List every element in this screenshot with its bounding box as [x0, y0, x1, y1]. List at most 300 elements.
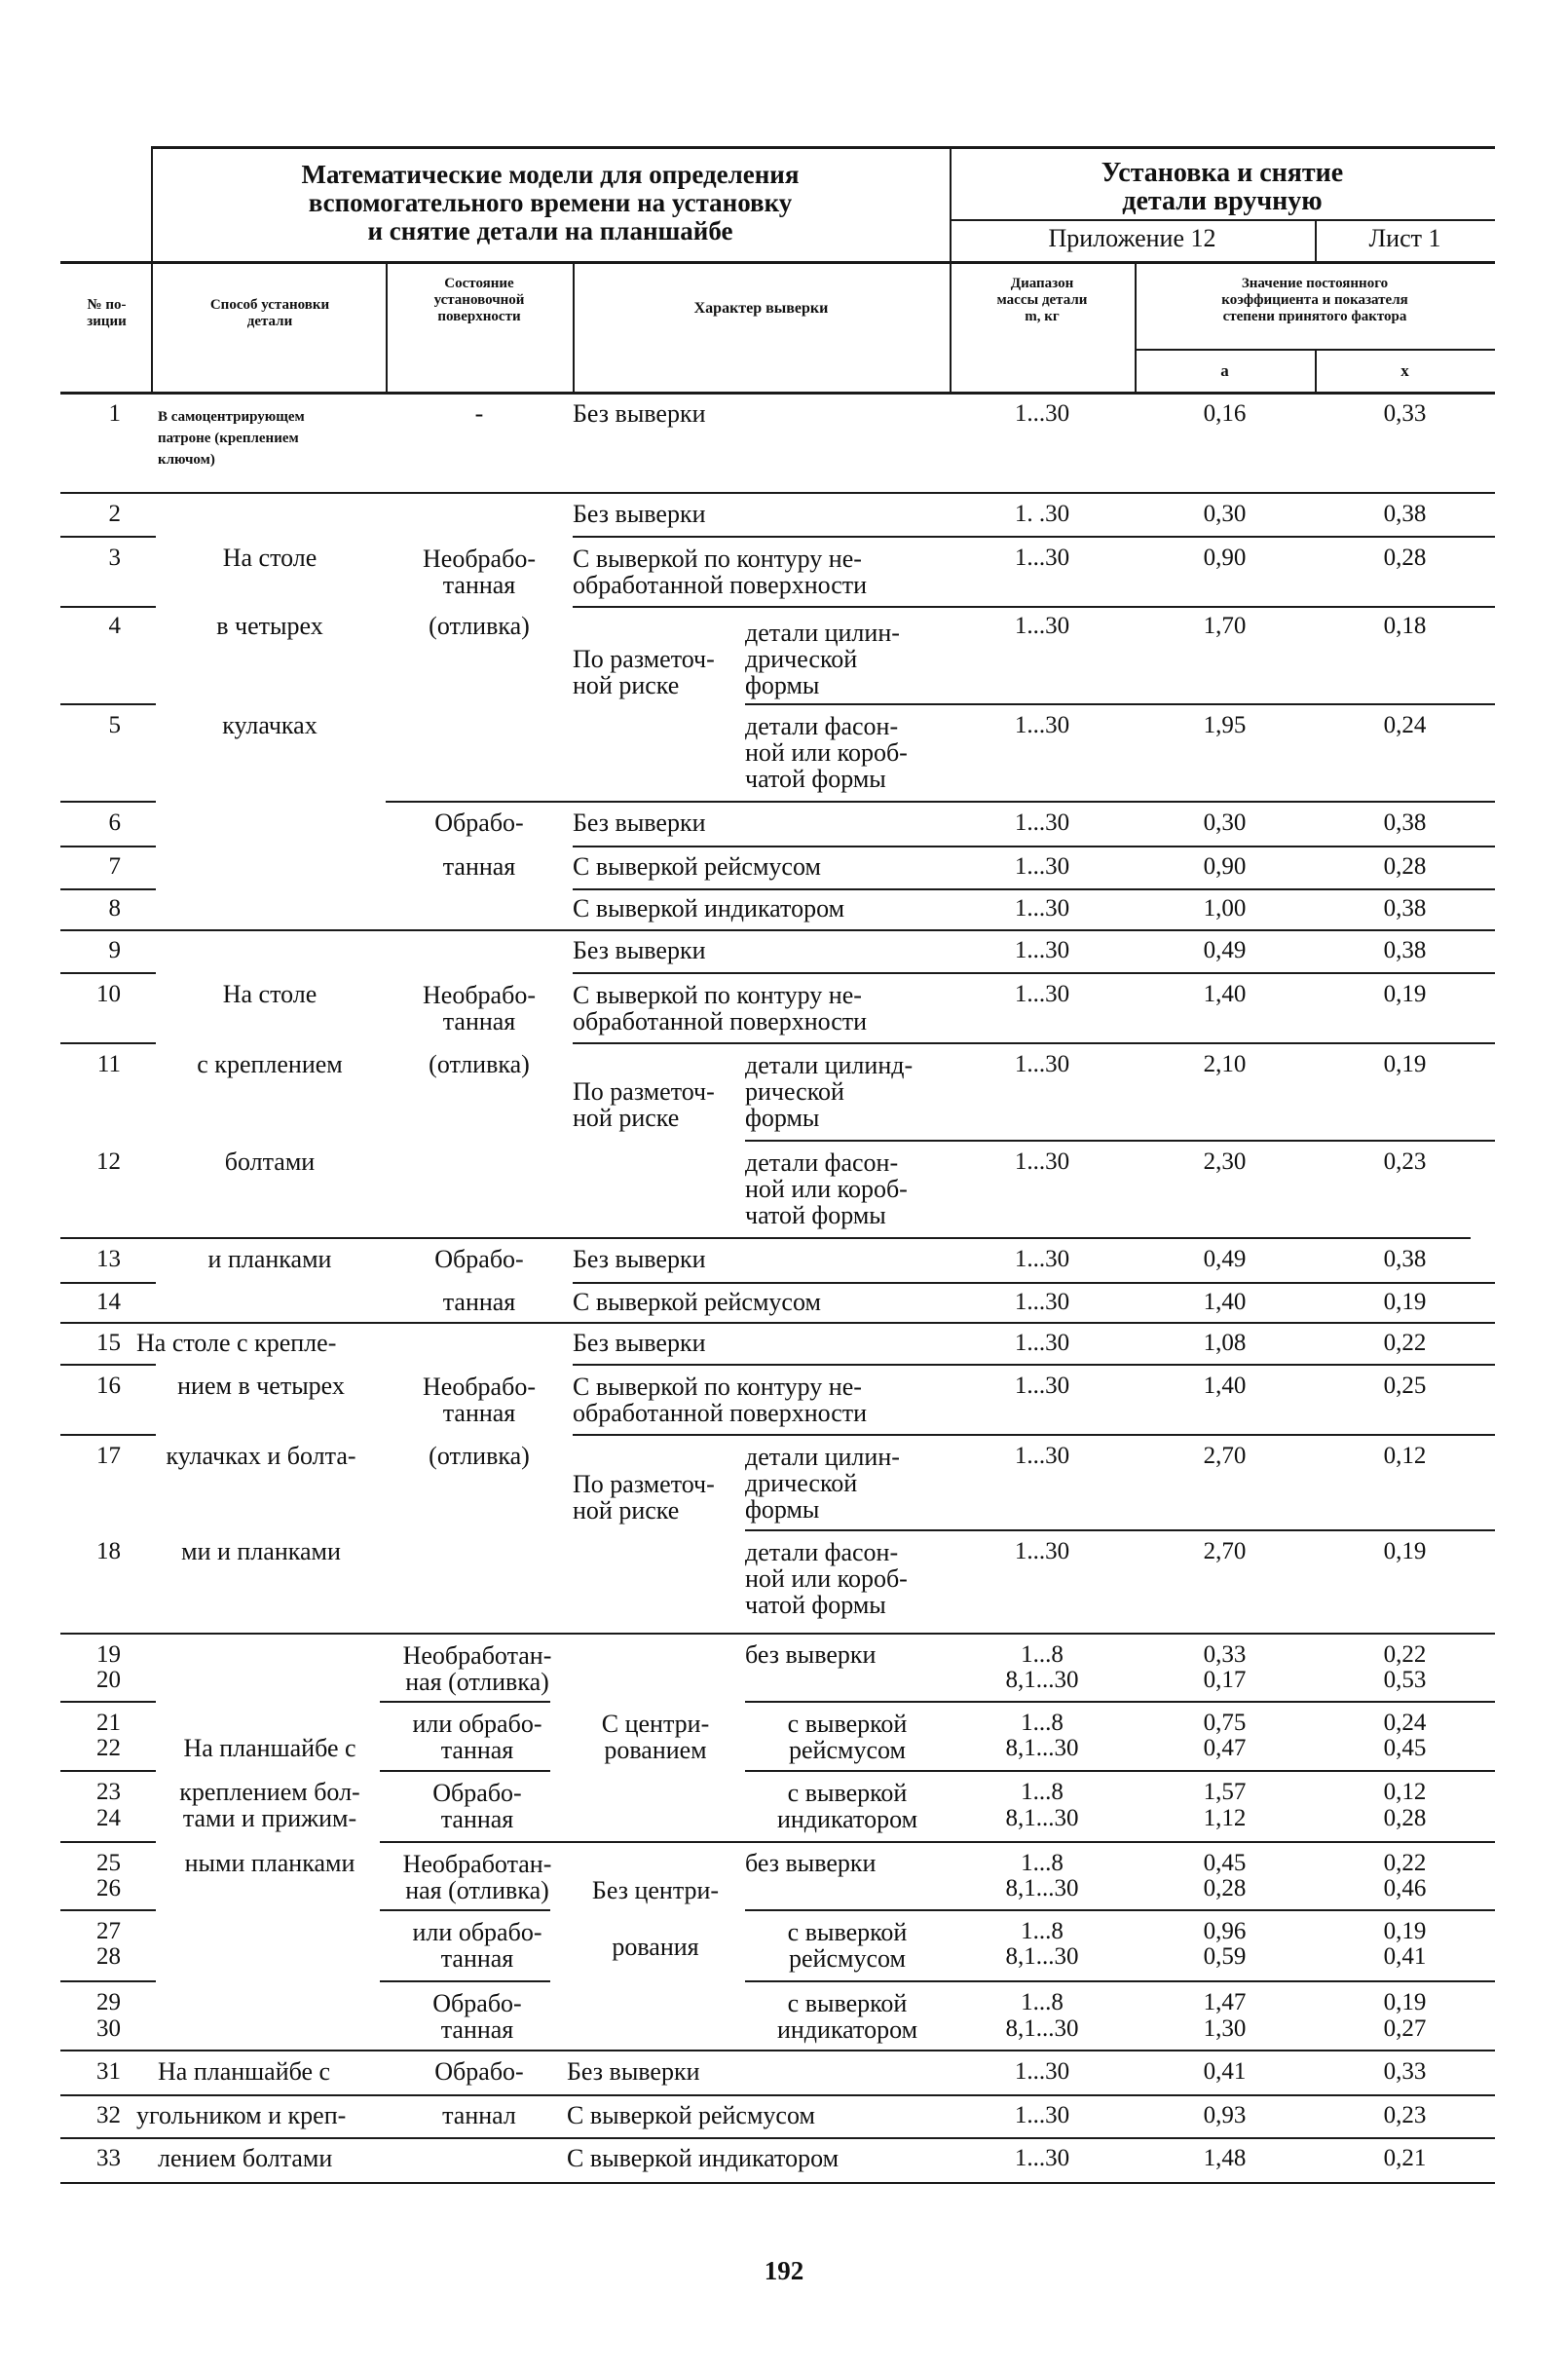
shape-line: детали фасон- [745, 712, 899, 740]
col-header-method [154, 297, 386, 330]
surface-line: Обрабо- [432, 1779, 522, 1807]
alignment-cell [745, 1780, 950, 1832]
rule-line [573, 972, 1495, 974]
centering-cell [573, 1863, 738, 1976]
rule-line [60, 846, 156, 847]
rule-line [60, 1434, 156, 1436]
row-range: 8,1...30 [1005, 1667, 1079, 1693]
alignment-cell: С выверкой рейсмусом [573, 1288, 821, 1316]
row-range: 1...30 [1014, 1373, 1070, 1399]
header-line: Состояние [444, 276, 514, 291]
row-range: 1...30 [1014, 2058, 1070, 2085]
marking-cell [573, 646, 715, 698]
section-line: детали вручную [1122, 186, 1323, 216]
row-x-value: 0,33 [1383, 2058, 1427, 2085]
row-a-value: 1,40 [1203, 1373, 1247, 1399]
surface-line: Необрабо- [423, 981, 536, 1009]
row-a-value: 0,33 [1203, 1641, 1247, 1668]
page-number: 192 [764, 2256, 804, 2285]
method-cell: тами и прижим- [182, 1804, 357, 1832]
row-number: 11 [96, 1051, 121, 1077]
rule-line [573, 606, 1495, 608]
rule-line [950, 146, 952, 392]
surface-cell: Обрабо- [434, 809, 524, 837]
row-number: 25 [96, 1850, 121, 1876]
row-x-value: 0,24 [1383, 1710, 1427, 1736]
rule-line [573, 536, 1495, 538]
row-number: 8 [108, 895, 121, 922]
surface-cell: таннал [442, 2101, 516, 2129]
row-range: 1...30 [1014, 895, 1070, 922]
header-line: поверхности [437, 309, 521, 324]
rule-line [745, 1980, 1495, 1982]
method-cell: и планками [207, 1245, 332, 1273]
row-range: 1...30 [1014, 400, 1070, 427]
method-line: В самоцентрирующем [158, 409, 305, 425]
rule-line [60, 801, 156, 803]
row-range: 8,1...30 [1005, 1805, 1079, 1831]
row-range: 1...30 [1014, 1246, 1070, 1272]
header-line: массы детали [996, 292, 1088, 308]
alignment-line: индикатором [776, 2015, 918, 2044]
shape-cell [745, 1052, 913, 1131]
method-cell: кулачках и болта- [166, 1442, 356, 1470]
rule-line [60, 606, 156, 608]
alignment-cell: Без выверки [567, 2057, 700, 2086]
surface-line: Необрабо- [423, 545, 536, 573]
method-line: ключом) [158, 452, 215, 468]
surface-cell [380, 1851, 575, 1903]
rule-line [60, 929, 1495, 931]
row-x-value: 0,38 [1383, 809, 1427, 836]
row-number: 6 [108, 809, 121, 836]
row-a-value: 2,30 [1203, 1148, 1247, 1175]
rule-line [745, 1140, 1495, 1142]
marking-line: По разметоч- [573, 1077, 715, 1106]
row-a-value: 0,59 [1203, 1943, 1247, 1970]
rule-line [60, 492, 1495, 494]
row-number: 12 [96, 1148, 121, 1175]
row-x-value: 0,38 [1383, 937, 1427, 963]
method-cell: креплением бол- [179, 1778, 360, 1806]
rule-line [60, 1980, 156, 1982]
surface-line: Необработан- [402, 1641, 552, 1670]
row-x-value: 0,22 [1383, 1850, 1427, 1876]
surface-cell: (отливка) [429, 1050, 530, 1078]
method-line: патроне (креплением [158, 431, 299, 446]
row-range: 1...8 [1021, 1989, 1064, 2015]
rule-line [60, 1841, 156, 1843]
surface-line: или обрабо- [412, 1918, 542, 1946]
row-number: 20 [96, 1667, 121, 1693]
row-range: 1...8 [1021, 1710, 1064, 1736]
centering-line: рованием [604, 1736, 707, 1764]
alignment-cell [573, 982, 867, 1035]
col-header-range [950, 276, 1135, 325]
row-number: 18 [96, 1538, 121, 1564]
row-number: 22 [96, 1735, 121, 1761]
rule-line [1315, 349, 1317, 392]
row-range: 1...30 [1014, 545, 1070, 571]
alignment-line: С выверкой по контуру не- [573, 1373, 862, 1401]
method-cell: с креплением [197, 1050, 343, 1078]
shape-line: чатой формы [745, 1201, 886, 1229]
row-x-value: 0,19 [1383, 1051, 1427, 1077]
marking-line: По разметоч- [573, 645, 715, 673]
title-line: вспомогательного времени на установку [308, 188, 793, 217]
rule-line [60, 1322, 1495, 1324]
row-x-value: 0,27 [1383, 2015, 1427, 2042]
alignment-cell: Без выверки [573, 1329, 706, 1357]
surface-line: Обрабо- [432, 1989, 522, 2017]
row-number: 1 [108, 400, 121, 427]
row-a-value: 0,28 [1203, 1875, 1247, 1901]
shape-line: детали фасон- [745, 1538, 899, 1566]
row-number: 9 [108, 937, 121, 963]
surface-cell [380, 1780, 575, 1832]
row-x-value: 0,33 [1383, 400, 1427, 427]
row-x-value: 0,25 [1383, 1373, 1427, 1399]
row-x-value: 0,28 [1383, 853, 1427, 880]
method-cell: ми и планками [181, 1537, 341, 1565]
alignment-cell: С выверкой рейсмусом [567, 2101, 815, 2129]
row-x-value: 0,45 [1383, 1735, 1427, 1761]
header-line: степени принятого фактора [1222, 309, 1407, 324]
centering-line: С центри- [601, 1710, 710, 1738]
col-header-alignment: Характер выверки [693, 300, 829, 317]
alignment-cell [745, 1919, 950, 1972]
alignment-line: обработанной поверхности [573, 1399, 868, 1427]
method-cell: лением болтами [158, 2144, 333, 2172]
surface-cell [380, 1711, 575, 1763]
surface-cell: Обрабо- [434, 1245, 524, 1273]
surface-line: танная [440, 1805, 514, 1833]
row-number: 14 [96, 1289, 121, 1315]
row-number: 33 [96, 2145, 121, 2171]
row-x-value: 0,18 [1383, 613, 1427, 639]
row-number: 19 [96, 1641, 121, 1668]
row-a-value: 1,40 [1203, 981, 1247, 1007]
method-cell [158, 406, 305, 470]
marking-line: ной риске [573, 1496, 680, 1524]
surface-line: танная [440, 1736, 514, 1764]
marking-cell [573, 1078, 715, 1131]
shape-line: формы [745, 1495, 820, 1524]
row-x-value: 0,22 [1383, 1641, 1427, 1668]
surface-line: танная [442, 571, 516, 599]
rule-line [380, 1701, 550, 1703]
rule-line [950, 219, 1495, 221]
rule-line [573, 1364, 1495, 1366]
header-line: Диапазон [1010, 276, 1074, 291]
method-cell: На планшайбе с [183, 1734, 356, 1762]
shape-line: детали цилин- [745, 619, 900, 647]
row-number: 13 [96, 1246, 121, 1272]
rule-line [60, 1633, 1495, 1635]
row-x-value: 0,28 [1383, 545, 1427, 571]
rule-line [573, 1434, 1495, 1436]
row-a-value: 0,93 [1203, 2102, 1247, 2128]
row-number: 27 [96, 1918, 121, 1944]
surface-line: или обрабо- [412, 1710, 542, 1738]
shape-line: формы [745, 1104, 820, 1132]
alignment-cell [573, 1374, 867, 1426]
row-a-value: 0,17 [1203, 1667, 1247, 1693]
row-range: 1...30 [1014, 981, 1070, 1007]
table-title [151, 161, 950, 245]
surface-cell: (отливка) [429, 612, 530, 640]
alignment-cell: без выверки [745, 1640, 877, 1669]
rule-line [745, 1909, 1495, 1911]
header-line: № по- [87, 297, 127, 313]
shape-line: детали цилин- [745, 1443, 900, 1471]
section-title [950, 159, 1495, 215]
row-x-value: 0,24 [1383, 712, 1427, 738]
rule-line [386, 261, 388, 392]
centering-line: рования [612, 1933, 699, 1961]
shape-line: дрической [745, 645, 858, 673]
alignment-line: С выверкой по контуру не- [573, 545, 862, 573]
row-a-value: 0,49 [1203, 1246, 1247, 1272]
row-a-value: 1,57 [1203, 1779, 1247, 1805]
shape-cell [745, 620, 900, 698]
col-header-x: x [1400, 361, 1409, 380]
row-a-value: 1,00 [1203, 895, 1247, 922]
row-range: 1...8 [1021, 1918, 1064, 1944]
shape-line: рической [745, 1077, 844, 1106]
row-x-value: 0,19 [1383, 1989, 1427, 2015]
row-x-value: 0,19 [1383, 1538, 1427, 1564]
row-x-value: 0,21 [1383, 2145, 1427, 2171]
row-range: 1...30 [1014, 613, 1070, 639]
row-a-value: 1,95 [1203, 712, 1247, 738]
rule-line [60, 972, 156, 974]
alignment-line: с выверкой [787, 1710, 908, 1738]
row-range: 1...30 [1014, 1330, 1070, 1356]
alignment-line: обработанной поверхности [573, 571, 868, 599]
row-number: 30 [96, 2015, 121, 2042]
rule-line [60, 2050, 1495, 2051]
rule-line [60, 703, 156, 705]
alignment-cell [745, 1990, 950, 2043]
row-range: 1...30 [1014, 809, 1070, 836]
rule-line [573, 888, 1495, 890]
title-line: Математические модели для определения [301, 160, 800, 189]
surface-line: Необрабо- [423, 1373, 536, 1401]
rule-line [1135, 261, 1137, 392]
rule-line [573, 261, 575, 392]
row-number: 5 [108, 712, 121, 738]
header-line: Способ установки [209, 297, 330, 313]
shape-line: дрической [745, 1469, 858, 1497]
surface-cell: - [474, 399, 484, 428]
row-range: 1...30 [1014, 1289, 1070, 1315]
rule-line [60, 2182, 1495, 2184]
row-number: 7 [108, 853, 121, 880]
row-number: 21 [96, 1710, 121, 1736]
rule-line [60, 2137, 1495, 2139]
row-range: 8,1...30 [1005, 1943, 1079, 1970]
alignment-line: рейсмусом [789, 1736, 906, 1764]
row-x-value: 0,41 [1383, 1943, 1427, 1970]
marking-cell [573, 1471, 715, 1524]
title-line: и снятие детали на планшайбе [367, 216, 733, 245]
row-number: 23 [96, 1779, 121, 1805]
rule-line [380, 1841, 1495, 1843]
rule-line [60, 1042, 156, 1044]
row-a-value: 0,30 [1203, 809, 1247, 836]
rule-line [60, 1282, 156, 1284]
alignment-line: с выверкой [787, 1989, 908, 2017]
rule-line [60, 1364, 156, 1366]
method-cell: нием в четырех [177, 1372, 345, 1400]
alignment-cell: Без выверки [573, 1245, 706, 1273]
alignment-cell: С выверкой индикатором [573, 894, 845, 922]
row-x-value: 0,12 [1383, 1779, 1427, 1805]
row-x-value: 0,22 [1383, 1330, 1427, 1356]
shape-line: ной или короб- [745, 1175, 908, 1203]
shape-line: детали фасон- [745, 1148, 899, 1177]
row-number: 3 [108, 545, 121, 571]
rule-line [151, 146, 153, 392]
row-range: 1...30 [1014, 853, 1070, 880]
rule-line [1315, 219, 1317, 261]
row-x-value: 0,12 [1383, 1443, 1427, 1469]
alignment-cell: Без выверки [573, 936, 706, 964]
alignment-cell: Без выверки [573, 809, 706, 837]
surface-line: ная (отливка) [405, 1668, 549, 1696]
row-x-value: 0,38 [1383, 501, 1427, 527]
row-x-value: 0,23 [1383, 2102, 1427, 2128]
shape-line: чатой формы [745, 765, 886, 793]
method-cell: в четырех [216, 612, 323, 640]
row-x-value: 0,19 [1383, 1289, 1427, 1315]
row-a-value: 0,90 [1203, 545, 1247, 571]
surface-cell [380, 1642, 575, 1695]
rule-line [573, 1282, 1495, 1284]
sheet-label: Лист 1 [1368, 224, 1441, 252]
row-a-value: 2,70 [1203, 1443, 1247, 1469]
shape-cell [745, 1149, 908, 1228]
alignment-cell: Без выверки [573, 500, 706, 528]
row-x-value: 0,53 [1383, 1667, 1427, 1693]
method-cell: На столе с крепле- [136, 1329, 337, 1357]
col-header-pos [60, 297, 153, 330]
surface-cell [386, 1374, 573, 1426]
row-range: 1...30 [1014, 1538, 1070, 1564]
col-header-surface [386, 276, 573, 325]
surface-cell [386, 546, 573, 598]
row-number: 29 [96, 1989, 121, 2015]
method-cell: угольником и креп- [136, 2101, 347, 2129]
centering-cell [573, 1711, 738, 1763]
marking-line: По разметоч- [573, 1470, 715, 1498]
rule-line [573, 1042, 1495, 1044]
row-x-value: 0,28 [1383, 1805, 1427, 1831]
row-range: 1...30 [1014, 937, 1070, 963]
header-line: зиции [87, 314, 127, 329]
row-a-value: 0,49 [1203, 937, 1247, 963]
row-a-value: 2,10 [1203, 1051, 1247, 1077]
row-a-value: 0,47 [1203, 1735, 1247, 1761]
alignment-line: индикатором [776, 1805, 918, 1833]
surface-cell [380, 1919, 575, 1972]
marking-line: ной риске [573, 671, 680, 699]
row-range: 1...30 [1014, 1443, 1070, 1469]
alignment-cell [573, 546, 867, 598]
rule-line [60, 1237, 1471, 1239]
rule-line [60, 536, 156, 538]
header-line: детали [246, 314, 293, 329]
rule-line [151, 146, 1495, 149]
surface-cell [380, 1990, 575, 2043]
rule-line [745, 1529, 1495, 1531]
appendix-label: Приложение 12 [1048, 224, 1216, 252]
row-a-value: 1,47 [1203, 1989, 1247, 2015]
row-number: 2 [108, 501, 121, 527]
row-x-value: 0,19 [1383, 1918, 1427, 1944]
surface-line: танная [442, 1007, 516, 1035]
surface-cell [386, 982, 573, 1035]
rule-line [380, 1909, 550, 1911]
alignment-cell [745, 1711, 950, 1763]
method-cell: На столе [222, 980, 317, 1008]
row-a-value: 0,96 [1203, 1918, 1247, 1944]
row-range: 1...8 [1021, 1850, 1064, 1876]
rule-line [380, 1770, 550, 1772]
rule-line [60, 2094, 1495, 2096]
col-header-coef [1135, 276, 1495, 325]
surface-cell: танная [442, 1288, 516, 1316]
header-line: коэффициента и показателя [1221, 292, 1408, 308]
surface-line: Необработан- [402, 1850, 552, 1878]
alignment-line: с выверкой [787, 1779, 908, 1807]
surface-line: танная [440, 2015, 514, 2044]
alignment-cell: С выверкой рейсмусом [573, 852, 821, 881]
header-line: m, кг [1025, 309, 1060, 324]
rule-line [60, 1770, 156, 1772]
rule-line [745, 703, 1495, 705]
rule-line [386, 801, 1495, 803]
row-range: 8,1...30 [1005, 1875, 1079, 1901]
row-number: 32 [96, 2102, 121, 2128]
surface-cell: танная [442, 852, 516, 881]
rule-line [745, 1770, 1495, 1772]
row-range: 1...8 [1021, 1779, 1064, 1805]
row-a-value: 0,90 [1203, 853, 1247, 880]
row-number: 24 [96, 1805, 121, 1831]
surface-cell: Обрабо- [434, 2057, 524, 2086]
rule-line [380, 1980, 550, 1982]
method-cell: На столе [222, 544, 317, 572]
shape-line: чатой формы [745, 1591, 886, 1619]
row-a-value: 0,16 [1203, 400, 1247, 427]
row-a-value: 2,70 [1203, 1538, 1247, 1564]
rule-line [60, 1909, 156, 1911]
surface-line: танная [442, 1399, 516, 1427]
rule-line [60, 392, 1495, 395]
shape-cell [745, 1539, 908, 1618]
method-cell: ными планками [184, 1849, 355, 1877]
surface-cell: (отливка) [429, 1442, 530, 1470]
alignment-cell: С выверкой индикатором [567, 2144, 840, 2172]
surface-line: танная [440, 1944, 514, 1973]
header-line: установочной [433, 292, 525, 308]
row-range: 1...30 [1014, 712, 1070, 738]
header-line: Значение постоянного [1241, 276, 1389, 291]
row-range: 1. .30 [1014, 501, 1070, 527]
row-number: 4 [108, 613, 121, 639]
